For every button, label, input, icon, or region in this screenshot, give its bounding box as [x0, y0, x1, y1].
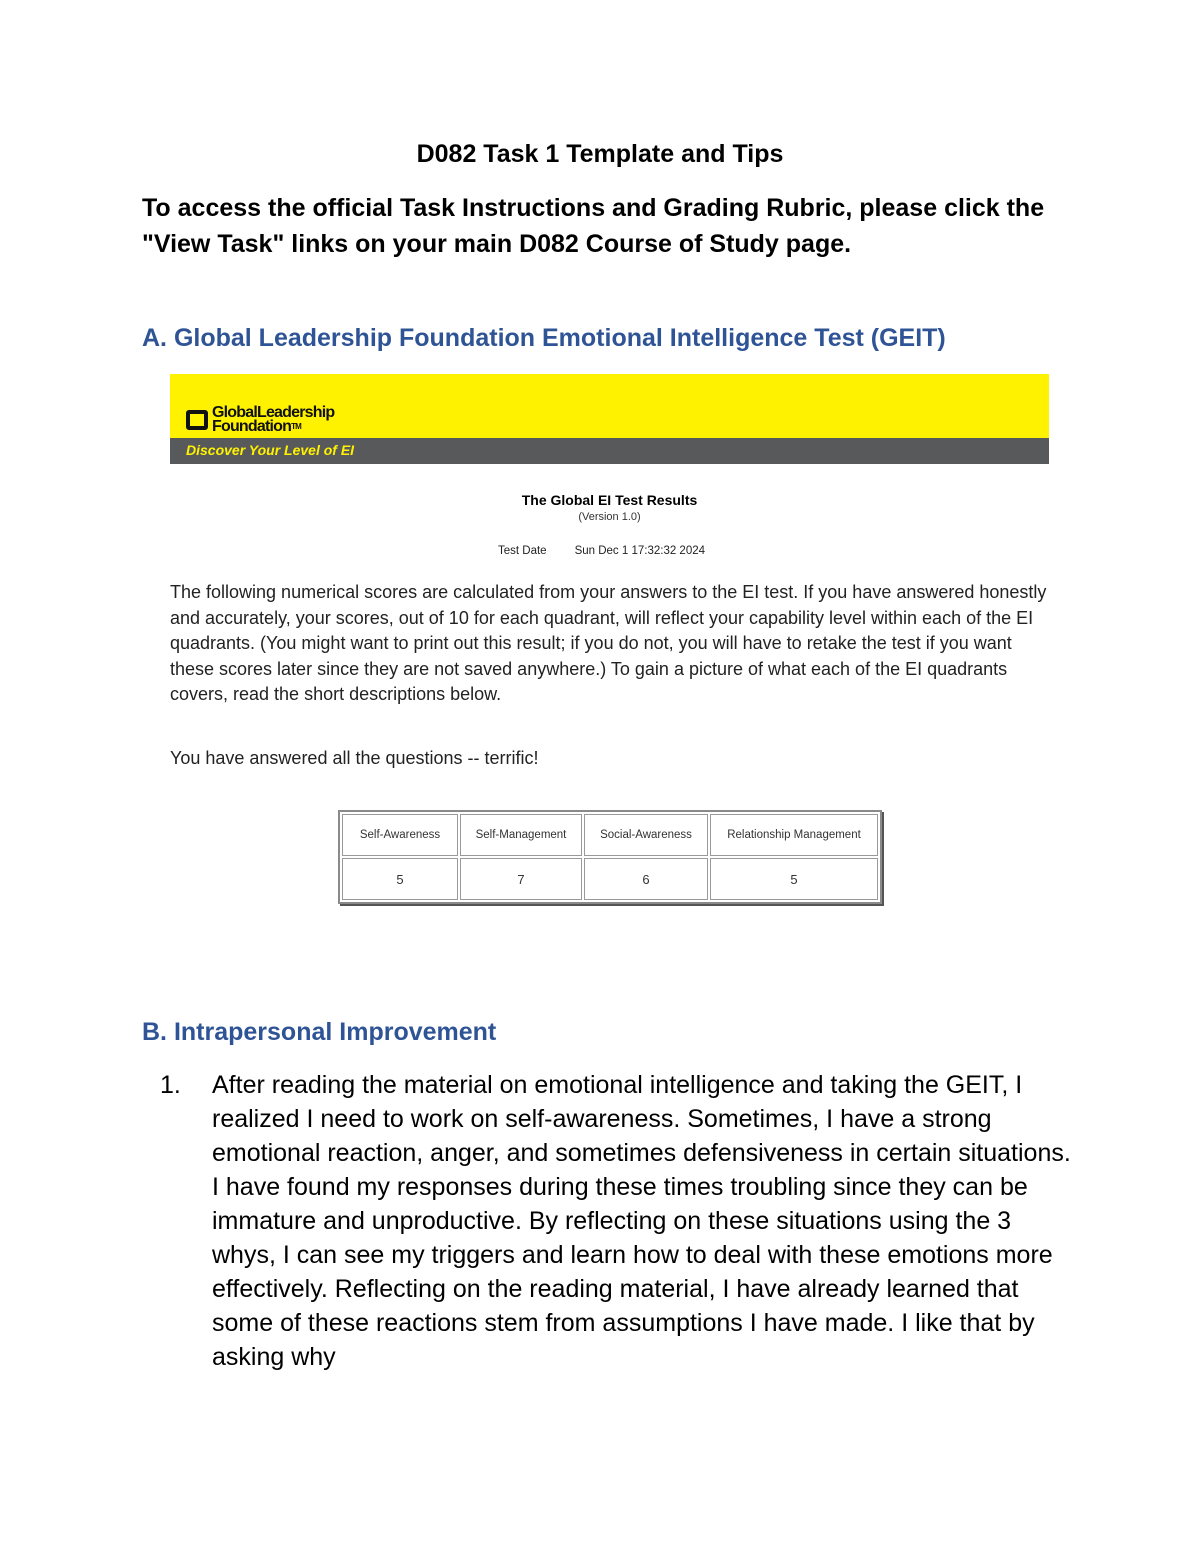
- logo-line-1: GlobalLeadership: [212, 404, 335, 421]
- score-relationship-management: 5: [710, 858, 878, 900]
- geit-banner: [170, 374, 1049, 438]
- test-date-row: [498, 545, 705, 557]
- ei-score-table: [338, 810, 882, 904]
- score-social-awareness: 6: [584, 858, 708, 900]
- geit-tagline: Discover Your Level of EI: [186, 442, 355, 458]
- section-b-heading: B. Intrapersonal Improvement: [142, 1018, 497, 1046]
- section-a-heading: A. Global Leadership Foundation Emotional Intelligence Test (GEIT): [142, 324, 946, 352]
- list-item-number: 1.: [160, 1071, 181, 1099]
- list-item-text: After reading the material on emotional intelligence and taking the GEIT, I realized I need to work on self-awareness. Sometimes, I have a strong emotional reaction, anger, and sometimes defensiveness in certain situations. I have found my responses during these times troubling since they can be immature and unproductive. By reflecting on these situations using the 3 whys, I can see my triggers and learn how to deal with these emotions more effectively. Reflecting on the reading material, I have already learned that some of these reactions stem from assumptions I have made. I like that by asking why: [212, 1071, 1071, 1371]
- header-relationship-management: Relationship Management: [710, 814, 878, 856]
- logo-square-icon: [186, 410, 208, 430]
- test-date-label: Test Date: [498, 545, 547, 557]
- results-version: (Version 1.0): [578, 511, 641, 523]
- score-table-header-row: [342, 814, 878, 856]
- answered-message: You have answered all the questions -- terrific!: [170, 748, 539, 768]
- test-date-value: Sun Dec 1 17:32:32 2024: [574, 545, 706, 557]
- results-title: The Global EI Test Results: [521, 492, 698, 508]
- document-title: D082 Task 1 Template and Tips: [416, 140, 784, 168]
- results-description: The following numerical scores are calculated from your answers to the EI test. If you have answered honestly and accurately, your scores, out of 10 for each quadrant, will reflect your capability level within each of the EI quadrants. (You might want to print out this result; if you do not, you will have to retake the test if you want these scores later since they are not saved anywhere.) To gain a picture of what each of the EI quadrants covers, read the short descriptions below.: [170, 582, 1047, 705]
- logo-line-2: Foundation: [212, 418, 292, 435]
- geit-results-screenshot: [170, 374, 1050, 914]
- task-instructions-notice: To access the official Task Instructions and Grading Rubric, please click the "View Task" links on your main D082 Course of Study page.: [142, 194, 1045, 258]
- logo-trademark: TM: [291, 422, 302, 431]
- header-social-awareness: Social-Awareness: [584, 814, 708, 856]
- global-leadership-foundation-logo: [186, 404, 334, 436]
- improvement-list: [160, 1068, 1072, 1374]
- header-self-awareness: Self-Awareness: [342, 814, 458, 856]
- logo-text: [212, 406, 334, 434]
- score-table-row: [342, 858, 878, 900]
- header-self-management: Self-Management: [460, 814, 582, 856]
- score-self-awareness: 5: [342, 858, 458, 900]
- list-item: [160, 1068, 1072, 1374]
- geit-tagline-strip: [170, 438, 1049, 464]
- score-self-management: 7: [460, 858, 582, 900]
